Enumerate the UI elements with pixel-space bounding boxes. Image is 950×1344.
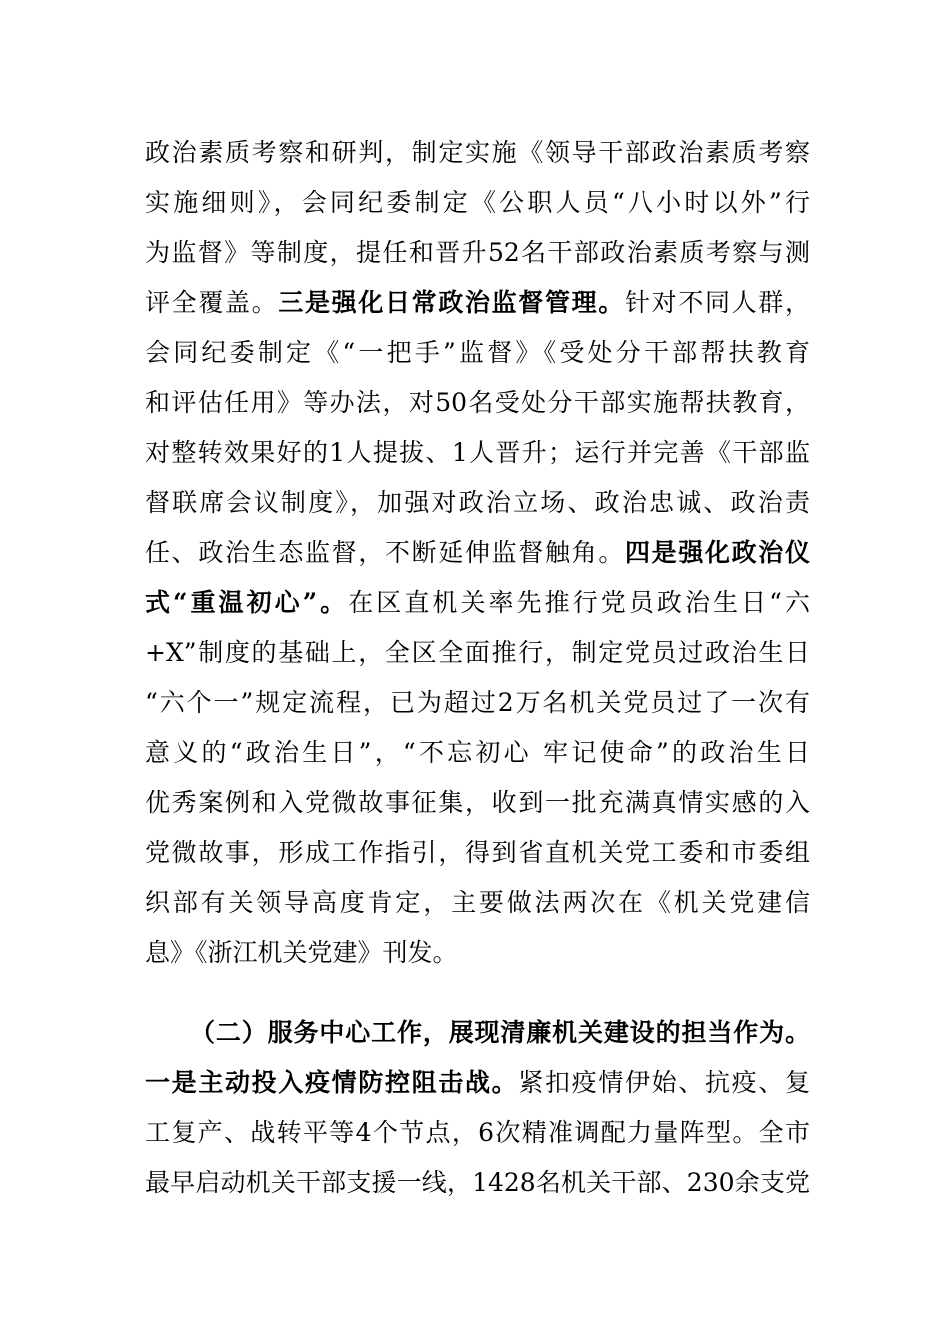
text-line: 意义的“政治生日”，“不忘初心 牢记使命”的政治生日 — [145, 738, 810, 767]
section-heading: （二）服务中心工作，展现清廉机关建设的担当作为。 — [190, 1018, 810, 1047]
text-line — [145, 533, 810, 573]
text-line: 实施细则》，会同纪委制定《公职人员“八小时以外”行 — [145, 188, 810, 217]
text-line — [145, 1063, 810, 1103]
text-line: 党微故事，形成工作指引，得到省直机关党工委和市委组 — [145, 838, 810, 867]
text-line: “六个一”规定流程，已为超过2万名机关党员过了一次有 — [145, 688, 810, 717]
bold-heading-run: 一是主动投入疫情防控阻击战。 — [145, 1068, 519, 1097]
text-line: 会同纪委制定《“一把手”监督》《受处分干部帮扶教育 — [145, 338, 810, 367]
text-line: 和评估任用》等办法，对50名受处分干部实施帮扶教育， — [145, 388, 810, 417]
text-line: 优秀案例和入党微故事征集，收到一批充满真情实感的入 — [145, 788, 810, 817]
text-line: 对整转效果好的1人提拔、1人晋升；运行并完善《干部监 — [145, 438, 810, 467]
bold-heading-run: 三是强化日常政治监督管理。 — [278, 288, 625, 317]
text-line: 为监督》等制度，提任和晋升52名干部政治素质考察与测 — [145, 238, 810, 267]
text-run: 紧扣疫情伊始、抗疫、复 — [518, 1068, 810, 1097]
text-run: 针对不同人群， — [624, 288, 810, 317]
text-line: 织部有关领导高度肯定，主要做法两次在《机关党建信 — [145, 888, 810, 917]
text-line: 督联席会议制度》，加强对政治立场、政治忠诚、政治责 — [145, 488, 810, 517]
text-line — [145, 583, 810, 623]
text-run: 在区直机关率先推行党员政治生日“六 — [348, 588, 810, 617]
text-line: 工复产、战转平等4个节点，6次精准调配力量阵型。全市 — [145, 1118, 810, 1147]
text-line: 最早启动机关干部支援一线，1428名机关干部、230余支党 — [145, 1168, 810, 1197]
text-line: 息》《浙江机关党建》刊发。 — [145, 938, 458, 967]
text-line — [145, 283, 810, 323]
text-line: 政治素质考察和研判，制定实施《领导干部政治素质考察 — [145, 138, 810, 167]
bold-heading-run: 四是强化政治仪 — [624, 538, 810, 567]
text-run: 评全覆盖。 — [145, 288, 279, 317]
text-run: 任、政治生态监督，不断延伸监督触角。 — [145, 538, 625, 567]
text-line: +X”制度的基础上，全区全面推行，制定党员过政治生日 — [145, 638, 810, 667]
bold-heading-run: 式“重温初心”。 — [145, 588, 349, 617]
